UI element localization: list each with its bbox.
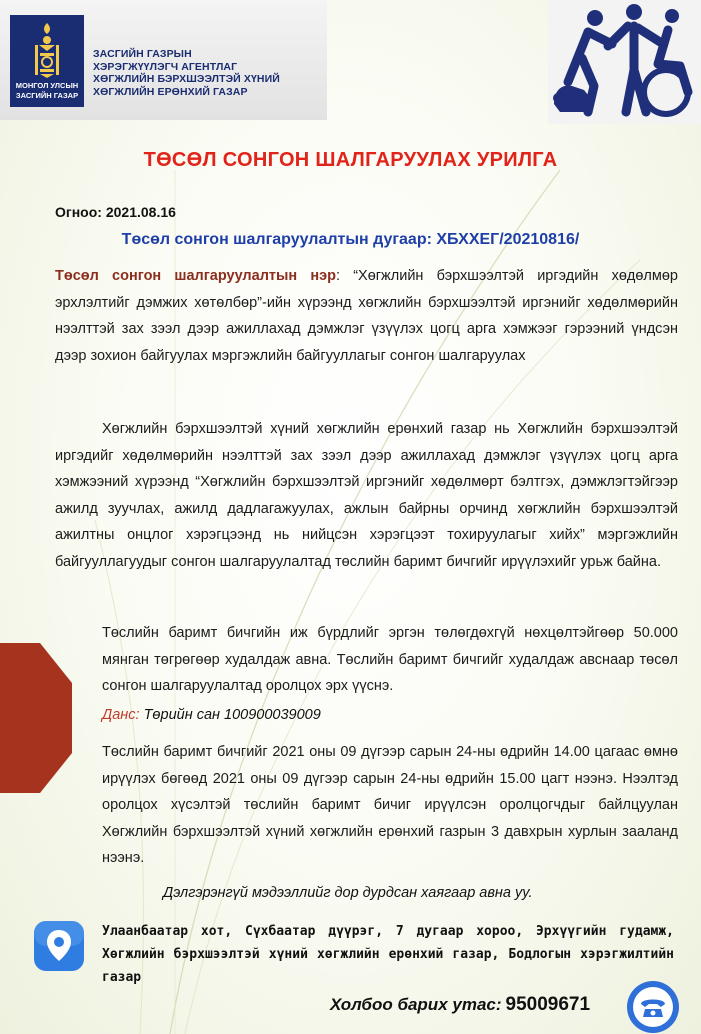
emblem-text-line1: МОНГОЛ УЛСЫН	[15, 81, 79, 90]
emblem-text-line2: ЗАСГИЙН ГАЗАР	[15, 91, 79, 100]
bank-value: Төрийн сан 100900039009	[143, 707, 321, 723]
tender-name-text: : “Хөгжлийн бэрхшээлтэй иргэдийн хөдөлмөр эрхлэлтийг дэмжих хөтөлбөр”-ийн хүрээнд хөгжлийн бэрхшээлтэй иргэнийг хөдөлмөрийн нээлттэй зах зээл дээр ажиллахад дэмжлэг үзүүлэх цогц арга хэмжээг гэрээний үндсэн дээр зохион байгуулах мэргэжлийн байгууллагыг сонгон шалгаруулах	[55, 268, 678, 364]
government-emblem	[10, 15, 84, 107]
purchase-paragraph: Төслийн баримт бичгийн иж бүрдлийг эргэн төлөгдөхгүй нөхцөлтэйгөөр 50.000 мянган төгрөгөөр худалдаж авна. Төслийн баримт бичгийг худалдаж авснаар төсөл сонгон шалгаруулалтад оролцох эрх үүснэ.	[102, 625, 678, 694]
submission-paragraph: Төслийн баримт бичгийг 2021 оны 09 дүгээр сарын 24-ны өдрийн 14.00 цагаас өмнө ирүүлэх бөгөөд 2021 оны 09 дүгээр сарын 24-ны өдрийн 15.00 цагт нээнэ. Нээлтэд оролцох хүсэлтэй төслийн баримт бичиг ирүүлсэн оролцогчдыг байлцуулан Хөгжлийн бэрхшээлтэй хүний хөгжлийн ерөнхий газрын 3 давхрын хурлын зааланд нээнэ.	[102, 744, 678, 866]
tender-name-paragraph	[55, 263, 678, 369]
announcement-date: Огноо: 2021.08.16	[55, 204, 176, 220]
more-info-text: Дэлгэрэнгүй мэдээллийг дор дурдсан хаягаар авна уу.	[163, 885, 533, 901]
red-side-tab	[0, 643, 72, 793]
soyombo-icon	[27, 21, 67, 79]
contact-label: Холбоо барих утас:	[330, 995, 502, 1014]
bank-label: Данс:	[102, 707, 140, 723]
phone-icon	[626, 980, 680, 1034]
agency-line: ХӨГЖЛИЙН БЭРХШЭЭЛТЭЙ ХҮНИЙ	[93, 73, 280, 85]
tender-number: Төсөл сонгон шалгаруулалтын дугаар: ХБХХЕГ/20210816/	[121, 231, 580, 248]
header-logo-panel	[0, 0, 327, 120]
tender-name-label: Төсөл сонгон шалгаруулалтын нэр	[55, 268, 336, 284]
phone-number[interactable]: 95009671	[505, 994, 591, 1015]
contact-phone	[330, 994, 590, 1016]
contact-address: Улаанбаатар хот, Сүхбаатар дүүрэг, 7 дугаар хороо, Эрхүүгийн гудамж, Хөгжлийн бэрхшээлтэй хүний хөгжлийн ерөнхий газар, Бодлогын хэрэгжилтийн газар	[102, 924, 674, 985]
agency-name	[93, 48, 280, 98]
agency-line: ХЭРЭГЖҮҮЛЭГЧ АГЕНТЛАГ	[93, 60, 238, 73]
disability-illustration	[548, 0, 701, 124]
invitation-paragraph: Хөгжлийн бэрхшээлтэй хүний хөгжлийн ерөнхий газар нь Хөгжлийн бэрхшээлтэй иргэдийг хөдөлмөрийн нээлттэй зах зээл дээр ажиллахад дэмжлэг үзүүлэх цогц арга хэмжээний хүрээнд “Хөгжлийн бэрхшээлтэй иргэнийг хөдөлмөрт бэлтгэх, дэмжлэгтэйгээр ажилд зуучлах, ажилд дадлагажуулах, ажлын байрны орчинд хөгжлийн бэрхшээлтэй ажилтны онцлог хэрэгцээнд нь нийцсэн хэрэгцээт тохируулагыг хийх” мэргэжлийн байгууллагуудыг сонгон шалгаруулалтад төслийн баримт бичгийг ирүүлэхийг урьж байна.	[55, 421, 678, 570]
bank-account	[102, 707, 321, 723]
people-with-disabilities-icon	[548, 0, 701, 124]
page-title: ТӨСӨЛ СОНГОН ШАЛГАРУУЛАХ УРИЛГА	[143, 149, 558, 171]
agency-line: ЗАСГИЙН ГАЗРЫН	[93, 48, 192, 60]
agency-line: ХӨГЖЛИЙН ЕРӨНХИЙ ГАЗАР	[93, 85, 248, 98]
location-pin-icon	[34, 921, 84, 971]
